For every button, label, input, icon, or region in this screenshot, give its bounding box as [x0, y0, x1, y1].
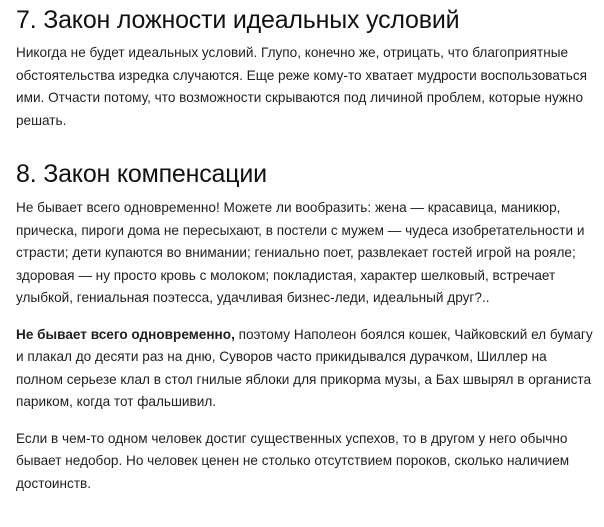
section-paragraph: Никогда не будет идеальных условий. Глупо, конечно же, отрицать, что благоприятные обстоятельства изредка случаются. Еще реже кому-то хватает мудрости воспользоваться ими. Отчасти потому, что возможности скрываются под личиной проблем, которые нужно решать.: [16, 45, 588, 128]
section-paragraph: Не бывает всего одновременно! Можете ли вообразить: жена — красавица, маникюр, прическа, пироги дома не пересыхают, в постели с мужем — чудеса изобретательности и страсти; дети купаются во внимании; гениально поет, развлекает гостей игрой на рояле; здоровая — ну просто кровь с молоком; покладистая, характер шелковый, встречает улыбкой, гениальная поэтесса, удачливая бизнес-леди, идеальный друг?..: [16, 200, 585, 305]
section-law-8: [16, 156, 594, 495]
section-law-7: [16, 0, 594, 132]
paragraph-text: поэтому Наполеон боялся кошек, Чайковский ел бумагу и плакал до десяти раз на дню, Суворов часто прикидывался дурачком, Шиллер на полном серьезе клал в стол гнилые яблоки для прикорма музы, а Бах швырял в органиста париком, когда тот фальшивил.: [16, 326, 593, 409]
section-paragraph: Если в чем-то одном человек достиг существенных успехов, то в другом у него обычно бывает недобор. Но человек ценен не столько отсутствием пороков, сколько наличием достоинств.: [16, 430, 570, 491]
section-title: 7. Закон ложности идеальных условий: [16, 6, 460, 34]
bold-lead-text: Не бывает всего одновременно,: [16, 326, 235, 342]
section-paragraph: [16, 324, 594, 414]
section-title: 8. Закон компенсации: [16, 160, 267, 188]
